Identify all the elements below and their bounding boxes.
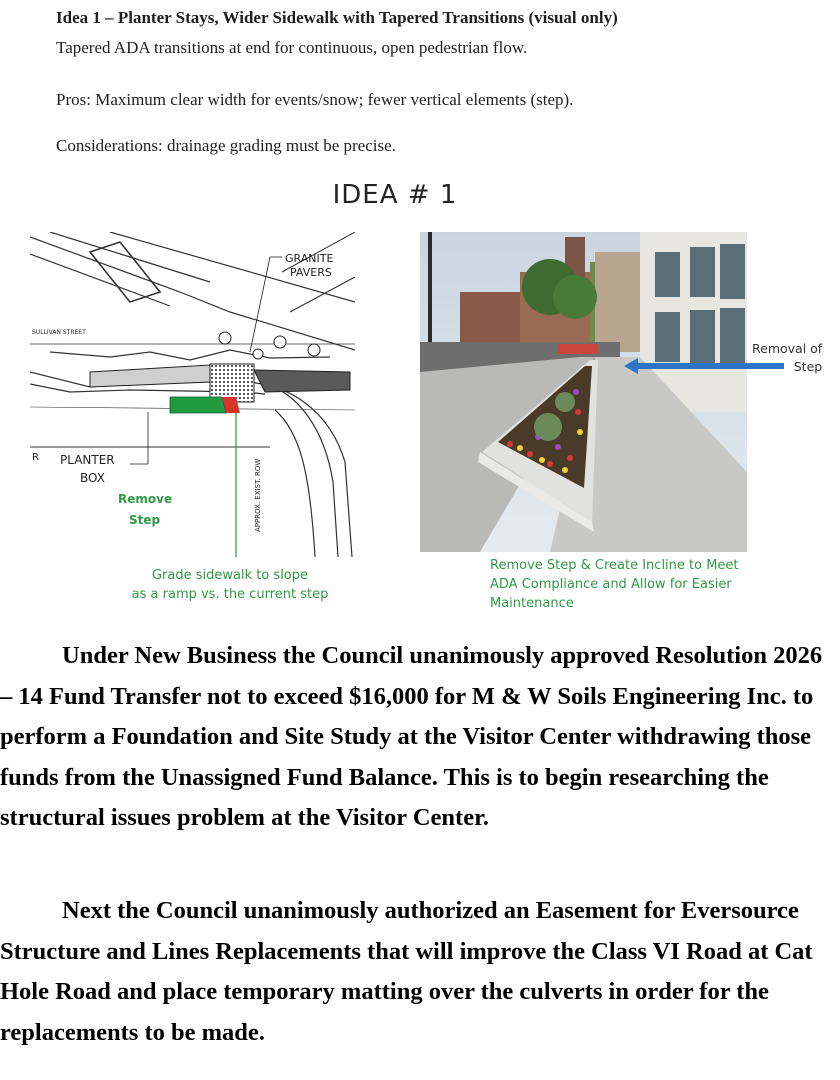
photo-caption-line-3: Maintenance	[490, 596, 574, 611]
idea-pros: Pros: Maximum clear width for events/snow; fewer vertical elements (step).	[56, 90, 574, 109]
paragraph-text: Under New Business the Council unanimously approved Resolution 2026 – 14 Fund Transfer not to exceed $16,000 for M & W Soils Engineering Inc. to perform a Foundation and Site Study at the Visitor Center withdrawing those funds from the Unassigned Fund Balance. This is to begin researching the structural issues problem at the Visitor Center.	[0, 642, 823, 831]
planter-box-label-2: BOX	[80, 471, 105, 485]
site-plan-drawing	[30, 232, 355, 557]
idea-considerations: Considerations: drainage grading must be precise.	[56, 136, 396, 155]
planter-area-shape	[170, 397, 226, 413]
street-label: SULLIVAN STREET	[32, 329, 86, 336]
idea-description: Tapered ADA transitions at end for continuous, open pedestrian flow.	[56, 38, 528, 57]
granite-pavers-label-2: PAVERS	[290, 266, 332, 279]
remove-step-label-1: Remove	[118, 492, 173, 506]
plan-caption-line-1: Grade sidewalk to slope	[151, 568, 309, 583]
removal-callout-line-2: Step	[793, 359, 823, 374]
granite-pavers-label-1: GRANITE	[285, 252, 334, 265]
body-paragraph-2	[0, 891, 840, 1053]
sidewalk-photo	[420, 232, 747, 552]
remove-step-label-2: Step	[129, 513, 161, 527]
plan-caption-line-2: as a ramp vs. the current step	[131, 587, 329, 602]
idea-title: IDEA # 1	[332, 180, 458, 210]
plan-caption	[110, 566, 350, 604]
row-label: APPROX. EXIST. ROW	[254, 458, 262, 532]
removal-callout-line-1: Removal of	[752, 341, 823, 356]
idea-heading: Idea 1 – Planter Stays, Wider Sidewalk with Tapered Transitions (visual only)	[56, 8, 618, 27]
photo-caption-line-2: ADA Compliance and Allow for Easier	[490, 577, 732, 592]
planter-box-label-1: PLANTER	[60, 453, 115, 467]
paragraph-text: Next the Council unanimously authorized an Easement for Eversource Structure and Lines Replacements that will improve the Class VI Road at Cat Hole Road and place temporary matting over the culverts in order for the replacements to be made.	[0, 897, 813, 1046]
photo-caption-line-1: Remove Step & Create Incline to Meet	[490, 558, 739, 573]
planter-marker: R	[32, 452, 39, 463]
photo-caption	[490, 556, 790, 613]
removal-callout	[752, 340, 822, 376]
scanned-notes	[0, 0, 840, 170]
body-paragraph-1	[0, 636, 840, 839]
